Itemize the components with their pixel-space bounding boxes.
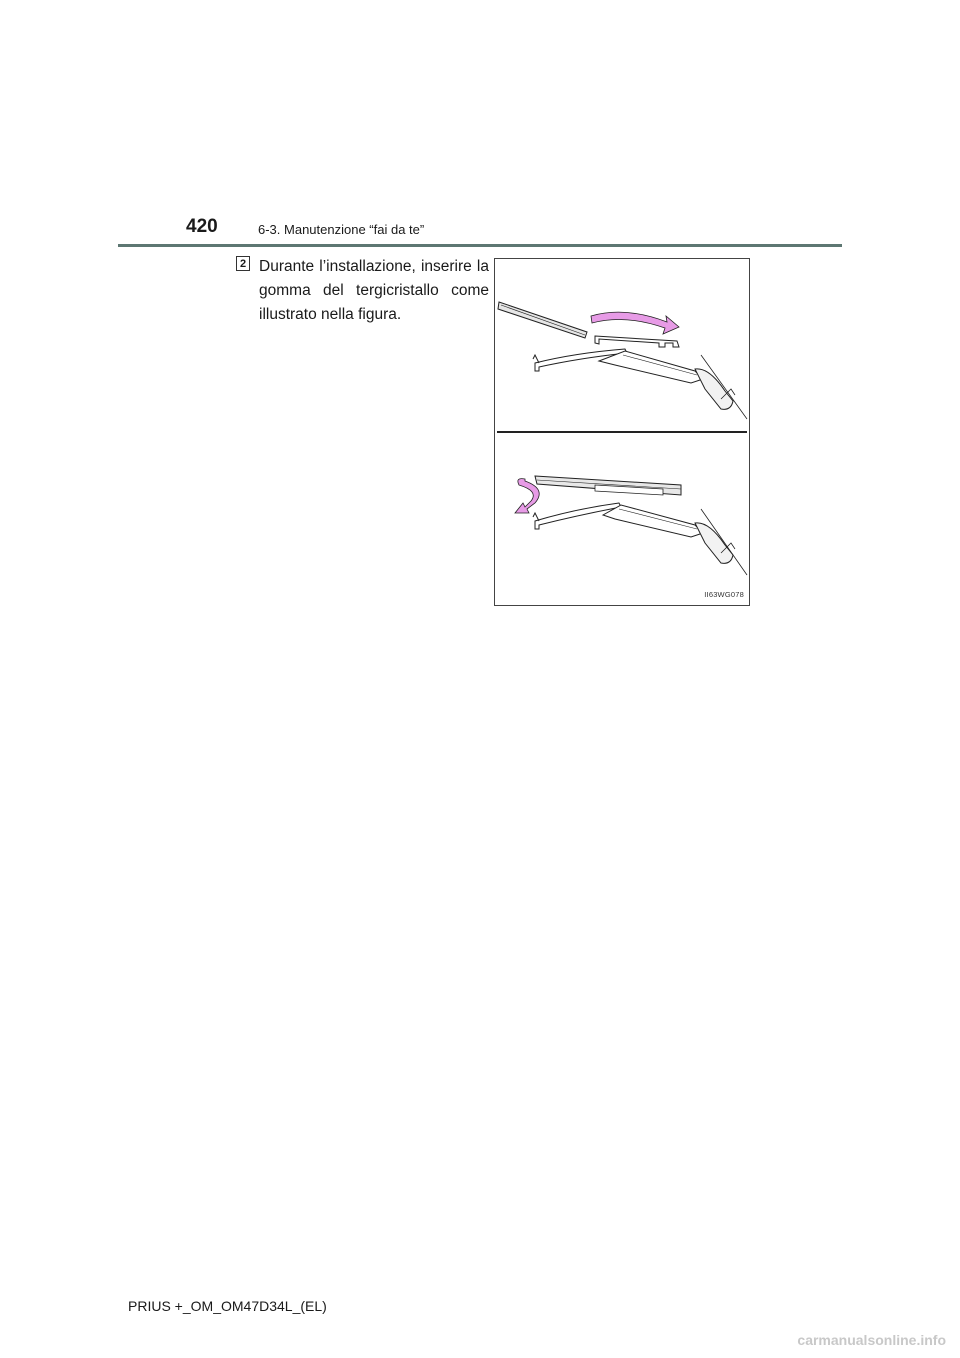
wiper-arm-bottom	[603, 505, 703, 537]
step-text: Durante l’installazione, inserire la gomma del tergicristallo come illustrato nella figura.	[259, 258, 489, 323]
figure-code: II63WG078	[704, 590, 744, 599]
footer-doc-id: PRIUS +_OM_OM47D34L_(EL)	[128, 1298, 327, 1314]
hook-direction-arrow	[515, 479, 539, 513]
wiper-pivot-top	[695, 369, 733, 409]
wiper-illustration	[495, 259, 749, 605]
insert-direction-arrow	[591, 312, 679, 334]
wiper-pivot-bottom	[695, 523, 733, 563]
page-number: 420	[186, 216, 218, 237]
step-badge: 2	[236, 256, 250, 271]
blade-holder-top	[595, 336, 679, 347]
section-title: 6-3. Manutenzione “fai da te”	[258, 222, 425, 237]
wiper-arm-top	[599, 351, 703, 383]
wiper-figure	[494, 258, 750, 606]
header-rule	[118, 244, 842, 247]
watermark: carmanualsonline.info	[797, 1332, 946, 1348]
